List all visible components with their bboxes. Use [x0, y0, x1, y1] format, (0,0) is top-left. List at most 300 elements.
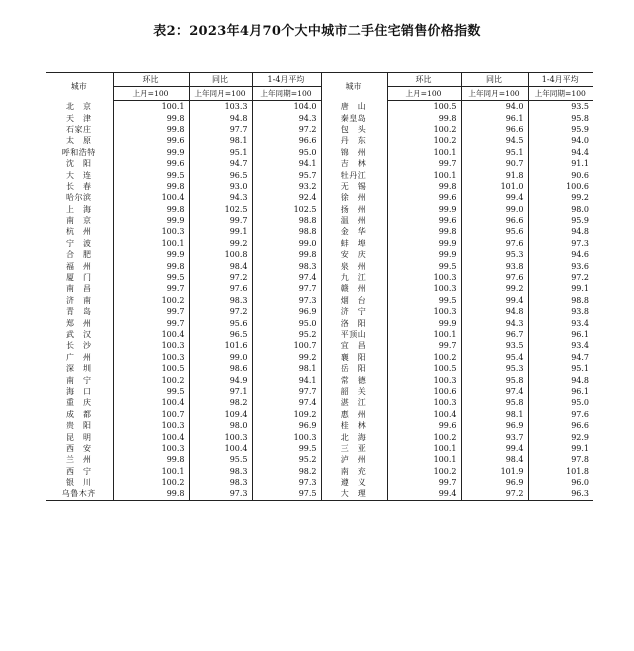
avg-value-left: 97.5: [252, 488, 321, 500]
mom-value-right: 100.2: [387, 466, 461, 477]
city-name-right: 湛 江: [321, 397, 387, 408]
mom-value-left: 99.6: [113, 135, 189, 146]
city-name-left: 银 川: [66, 478, 92, 488]
mom-value-right: 100.4: [387, 409, 461, 420]
table-row: [46, 238, 593, 249]
city-name-right: 宜 昌: [321, 340, 387, 351]
avg-value-left: 96.6: [252, 135, 321, 146]
city-name-right: 平顶山: [321, 329, 387, 340]
city-name-left: 乌鲁木齐: [46, 488, 113, 500]
city-name-right: 秦皇岛: [321, 112, 387, 123]
city-name-right: 唐 山: [321, 101, 387, 113]
avg-value-right: 94.8: [528, 226, 593, 237]
mom-value-left: 99.7: [113, 306, 189, 317]
table-body: [46, 101, 593, 501]
avg-value-right: 96.6: [528, 420, 593, 431]
mom-value-left: 99.5: [113, 386, 189, 397]
mom-value-right: 100.2: [387, 124, 461, 135]
avg-value-left: 98.8: [252, 215, 321, 226]
yoy-value-left: 95.5: [189, 454, 252, 465]
city-name-right: 徐 州: [321, 192, 387, 203]
yoy-value-right: 96.6: [461, 124, 528, 135]
col-header-avg-right: 1-4月平均: [528, 73, 593, 87]
mom-value-left: 99.9: [113, 147, 189, 158]
yoy-value-right: 95.8: [461, 397, 528, 408]
avg-value-left: 98.8: [252, 226, 321, 237]
mom-value-right: 100.1: [387, 443, 461, 454]
mom-value-right: 99.4: [387, 488, 461, 500]
avg-value-right: 92.9: [528, 431, 593, 442]
city-name-left: 南 宁: [66, 375, 92, 385]
avg-value-left: 99.0: [252, 238, 321, 249]
city-name-left: 天 津: [66, 113, 92, 123]
table-row: [46, 192, 593, 203]
mom-value-right: 99.9: [387, 317, 461, 328]
mom-value-right: 100.1: [387, 169, 461, 180]
yoy-value-right: 95.6: [461, 226, 528, 237]
mom-value-left: 99.8: [113, 454, 189, 465]
yoy-value-left: 98.2: [189, 397, 252, 408]
avg-value-right: 96.1: [528, 386, 593, 397]
yoy-value-left: 99.7: [189, 215, 252, 226]
mom-value-right: 100.3: [387, 374, 461, 385]
yoy-value-left: 97.2: [189, 306, 252, 317]
yoy-value-left: 96.5: [189, 169, 252, 180]
avg-value-left: 98.2: [252, 466, 321, 477]
avg-value-right: 93.5: [528, 101, 593, 113]
city-name-left: 兰 州: [66, 455, 92, 465]
table-row: [46, 147, 593, 158]
city-name-left: 贵 阳: [66, 421, 92, 431]
mom-value-right: 100.2: [387, 135, 461, 146]
mom-value-right: 100.3: [387, 397, 461, 408]
table-row: [46, 306, 593, 317]
mom-value-right: 100.5: [387, 363, 461, 374]
mom-value-left: 100.1: [113, 466, 189, 477]
avg-value-right: 96.0: [528, 477, 593, 488]
mom-value-left: 99.9: [113, 215, 189, 226]
table-row: [46, 260, 593, 271]
table-row: [46, 124, 593, 135]
mom-value-left: 100.3: [113, 340, 189, 351]
table-row: [46, 443, 593, 454]
avg-value-left: 99.8: [252, 249, 321, 260]
mom-value-left: 99.8: [113, 112, 189, 123]
mom-value-right: 100.3: [387, 283, 461, 294]
yoy-value-left: 101.6: [189, 340, 252, 351]
city-name-left: 上 海: [66, 204, 92, 214]
yoy-value-right: 95.8: [461, 374, 528, 385]
city-name-right: 襄 阳: [321, 352, 387, 363]
city-name-right: 九 江: [321, 272, 387, 283]
yoy-value-left: 98.6: [189, 363, 252, 374]
city-name-right: 蚌 埠: [321, 238, 387, 249]
table-row: [46, 135, 593, 146]
col-header-mom-left: 环比: [113, 73, 189, 87]
avg-value-left: 97.3: [252, 477, 321, 488]
city-name-left: 太 原: [66, 136, 92, 146]
avg-value-right: 100.6: [528, 181, 593, 192]
yoy-value-right: 97.2: [461, 488, 528, 500]
yoy-value-left: 97.3: [189, 488, 252, 500]
city-name-left: 哈尔滨: [66, 193, 92, 203]
city-name-right: 包 头: [321, 124, 387, 135]
yoy-value-left: 102.5: [189, 204, 252, 215]
mom-value-left: 100.2: [113, 295, 189, 306]
avg-value-left: 97.7: [252, 283, 321, 294]
table-row: [46, 112, 593, 123]
avg-value-right: 94.7: [528, 352, 593, 363]
table-row: [46, 249, 593, 260]
yoy-value-right: 90.7: [461, 158, 528, 169]
col-header-mom-right: 环比: [387, 73, 461, 87]
city-name-left: 北 京: [66, 101, 92, 111]
city-name-left: 广 州: [66, 352, 92, 362]
yoy-value-right: 96.9: [461, 420, 528, 431]
city-name-right: 锦 州: [321, 147, 387, 158]
city-name-right: 桂 林: [321, 420, 387, 431]
city-name-left: 厦 门: [66, 273, 92, 283]
avg-value-right: 91.1: [528, 158, 593, 169]
mom-value-left: 100.5: [113, 363, 189, 374]
avg-value-left: 100.7: [252, 340, 321, 351]
col-header-avg-left: 1-4月平均: [252, 73, 321, 87]
header-row-primary: [46, 73, 593, 87]
avg-value-right: 93.4: [528, 340, 593, 351]
yoy-value-left: 98.3: [189, 466, 252, 477]
yoy-value-right: 97.6: [461, 238, 528, 249]
avg-value-left: 102.5: [252, 204, 321, 215]
mom-value-left: 100.1: [113, 101, 189, 113]
mom-value-right: 99.7: [387, 340, 461, 351]
avg-value-left: 95.2: [252, 329, 321, 340]
city-name-right: 安 庆: [321, 249, 387, 260]
yoy-value-left: 103.3: [189, 101, 252, 113]
avg-value-left: 97.2: [252, 124, 321, 135]
yoy-value-left: 98.0: [189, 420, 252, 431]
mom-value-left: 99.9: [113, 249, 189, 260]
yoy-value-right: 99.4: [461, 295, 528, 306]
avg-value-left: 94.1: [252, 158, 321, 169]
yoy-value-left: 98.4: [189, 260, 252, 271]
mom-value-right: 100.2: [387, 431, 461, 442]
mom-value-left: 100.3: [113, 226, 189, 237]
table-row: [46, 226, 593, 237]
city-name-right: 丹 东: [321, 135, 387, 146]
table-row: [46, 204, 593, 215]
mom-value-left: 100.1: [113, 238, 189, 249]
mom-value-left: 99.7: [113, 317, 189, 328]
city-name-right: 惠 州: [321, 409, 387, 420]
city-name-left: 南 京: [66, 216, 92, 226]
city-name-right: 温 州: [321, 215, 387, 226]
avg-value-left: 94.3: [252, 112, 321, 123]
avg-value-left: 94.1: [252, 374, 321, 385]
city-name-left: 南 昌: [66, 284, 92, 294]
yoy-value-right: 93.5: [461, 340, 528, 351]
yoy-value-left: 100.4: [189, 443, 252, 454]
yoy-value-left: 93.0: [189, 181, 252, 192]
mom-value-right: 99.6: [387, 192, 461, 203]
table-row: [46, 169, 593, 180]
city-name-right: 洛 阳: [321, 317, 387, 328]
mom-value-left: 100.4: [113, 192, 189, 203]
city-name-left: 海 口: [66, 386, 92, 396]
col-base-mom-left: 上月=100: [113, 87, 189, 101]
city-name-left: 呼和浩特: [61, 147, 96, 157]
mom-value-left: 100.7: [113, 409, 189, 420]
mom-value-right: 99.9: [387, 238, 461, 249]
yoy-value-left: 94.7: [189, 158, 252, 169]
yoy-value-left: 95.1: [189, 147, 252, 158]
mom-value-left: 99.8: [113, 124, 189, 135]
avg-value-right: 98.0: [528, 204, 593, 215]
avg-value-right: 93.6: [528, 260, 593, 271]
mom-value-right: 100.5: [387, 101, 461, 113]
mom-value-left: 100.3: [113, 420, 189, 431]
avg-value-right: 90.6: [528, 169, 593, 180]
avg-value-left: 98.3: [252, 260, 321, 271]
avg-value-left: 109.2: [252, 409, 321, 420]
avg-value-right: 97.2: [528, 272, 593, 283]
city-name-left: 昆 明: [66, 432, 92, 442]
avg-value-right: 95.9: [528, 215, 593, 226]
mom-value-right: 99.6: [387, 420, 461, 431]
mom-value-left: 100.4: [113, 397, 189, 408]
city-name-left: 福 州: [66, 261, 92, 271]
avg-value-right: 95.1: [528, 363, 593, 374]
table-row: [46, 466, 593, 477]
city-name-left: 合 肥: [66, 250, 92, 260]
table-row: [46, 329, 593, 340]
city-name-left: 郑 州: [66, 318, 92, 328]
city-name-right: 岳 阳: [321, 363, 387, 374]
city-name-right: 无 锡: [321, 181, 387, 192]
city-name-right: 大 理: [321, 488, 387, 500]
yoy-value-left: 94.3: [189, 192, 252, 203]
city-name-right: 北 海: [321, 431, 387, 442]
yoy-value-right: 99.4: [461, 443, 528, 454]
mom-value-left: 99.5: [113, 169, 189, 180]
table-row: [46, 352, 593, 363]
yoy-value-left: 97.6: [189, 283, 252, 294]
city-name-left: 石家庄: [66, 124, 92, 134]
city-name-left: 青 岛: [66, 307, 92, 317]
avg-value-left: 98.1: [252, 363, 321, 374]
table-row: [46, 317, 593, 328]
mom-value-right: 100.3: [387, 272, 461, 283]
city-name-right: 金 华: [321, 226, 387, 237]
col-header-city-left: 城市: [46, 73, 113, 101]
yoy-value-right: 98.1: [461, 409, 528, 420]
yoy-value-right: 96.7: [461, 329, 528, 340]
table-row: [46, 272, 593, 283]
city-name-right: 济 宁: [321, 306, 387, 317]
mom-value-left: 99.8: [113, 488, 189, 500]
yoy-value-left: 99.1: [189, 226, 252, 237]
yoy-value-right: 94.5: [461, 135, 528, 146]
mom-value-right: 99.9: [387, 249, 461, 260]
col-header-city-right: 城市: [321, 73, 387, 101]
mom-value-right: 99.9: [387, 204, 461, 215]
yoy-value-right: 101.9: [461, 466, 528, 477]
mom-value-right: 100.1: [387, 454, 461, 465]
price-index-table: [46, 72, 593, 501]
table-row: [46, 181, 593, 192]
city-name-left: 西 安: [66, 443, 92, 453]
yoy-value-right: 96.6: [461, 215, 528, 226]
city-name-left: 杭 州: [66, 227, 92, 237]
yoy-value-left: 97.7: [189, 124, 252, 135]
yoy-value-right: 99.0: [461, 204, 528, 215]
avg-value-left: 92.4: [252, 192, 321, 203]
mom-value-left: 99.8: [113, 260, 189, 271]
avg-value-left: 104.0: [252, 101, 321, 113]
yoy-value-right: 96.9: [461, 477, 528, 488]
yoy-value-right: 99.4: [461, 192, 528, 203]
col-base-yoy-right: 上年同月=100: [461, 87, 528, 101]
city-name-right: 泉 州: [321, 260, 387, 271]
avg-value-left: 97.4: [252, 397, 321, 408]
yoy-value-right: 94.0: [461, 101, 528, 113]
page-title: 表2：2023年4月70个大中城市二手住宅销售价格指数: [153, 24, 481, 39]
col-base-avg-right: 上年同期=100: [528, 87, 593, 101]
mom-value-left: 99.8: [113, 181, 189, 192]
yoy-value-right: 99.2: [461, 283, 528, 294]
avg-value-left: 95.2: [252, 454, 321, 465]
avg-value-right: 101.8: [528, 466, 593, 477]
avg-value-left: 97.3: [252, 295, 321, 306]
mom-value-right: 99.5: [387, 260, 461, 271]
yoy-value-left: 95.6: [189, 317, 252, 328]
yoy-value-right: 93.7: [461, 431, 528, 442]
header-row-base: [46, 87, 593, 101]
city-name-right: 常 德: [321, 374, 387, 385]
avg-value-right: 95.9: [528, 124, 593, 135]
yoy-value-left: 109.4: [189, 409, 252, 420]
mom-value-right: 99.7: [387, 477, 461, 488]
mom-value-right: 100.2: [387, 352, 461, 363]
avg-value-right: 97.6: [528, 409, 593, 420]
city-name-left: 济 南: [66, 295, 92, 305]
avg-value-right: 93.4: [528, 317, 593, 328]
table-row: [46, 420, 593, 431]
mom-value-left: 100.3: [113, 352, 189, 363]
yoy-value-left: 96.5: [189, 329, 252, 340]
avg-value-left: 95.0: [252, 317, 321, 328]
city-name-right: 遵 义: [321, 477, 387, 488]
mom-value-left: 100.4: [113, 431, 189, 442]
col-header-yoy-right: 同比: [461, 73, 528, 87]
avg-value-right: 99.1: [528, 443, 593, 454]
city-name-right: 赣 州: [321, 283, 387, 294]
mom-value-right: 99.5: [387, 295, 461, 306]
table-row: [46, 374, 593, 385]
avg-value-left: 93.2: [252, 181, 321, 192]
mom-value-left: 99.6: [113, 158, 189, 169]
yoy-value-right: 94.3: [461, 317, 528, 328]
table-row: [46, 295, 593, 306]
table-row: [46, 283, 593, 294]
city-name-right: 吉 林: [321, 158, 387, 169]
table-row: [46, 397, 593, 408]
city-name-right: 南 充: [321, 466, 387, 477]
city-name-right: 泸 州: [321, 454, 387, 465]
city-name-right: 扬 州: [321, 204, 387, 215]
table-row: [46, 488, 593, 500]
mom-value-right: 100.6: [387, 386, 461, 397]
yoy-value-left: 98.3: [189, 477, 252, 488]
avg-value-right: 95.0: [528, 397, 593, 408]
mom-value-right: 99.8: [387, 112, 461, 123]
avg-value-right: 97.3: [528, 238, 593, 249]
yoy-value-right: 94.8: [461, 306, 528, 317]
city-name-left: 沈 阳: [66, 159, 92, 169]
mom-value-left: 100.2: [113, 477, 189, 488]
yoy-value-left: 99.2: [189, 238, 252, 249]
avg-value-left: 96.9: [252, 420, 321, 431]
city-name-left: 武 汉: [66, 330, 92, 339]
mom-value-left: 100.2: [113, 374, 189, 385]
mom-value-left: 99.5: [113, 272, 189, 283]
mom-value-right: 99.8: [387, 181, 461, 192]
city-name-left: 长 春: [66, 181, 92, 191]
mom-value-left: 99.8: [113, 204, 189, 215]
yoy-value-left: 97.1: [189, 386, 252, 397]
mom-value-left: 100.3: [113, 443, 189, 454]
mom-value-left: 99.7: [113, 283, 189, 294]
city-name-left: 长 沙: [66, 341, 92, 351]
city-name-right: 烟 台: [321, 295, 387, 306]
avg-value-right: 97.8: [528, 454, 593, 465]
table-row: [46, 477, 593, 488]
yoy-value-right: 95.1: [461, 147, 528, 158]
city-name-right: 牡丹江: [321, 169, 387, 180]
avg-value-left: 99.5: [252, 443, 321, 454]
col-base-mom-right: 上月=100: [387, 87, 461, 101]
mom-value-right: 100.3: [387, 306, 461, 317]
avg-value-right: 94.6: [528, 249, 593, 260]
city-name-right: 韶 关: [321, 386, 387, 397]
yoy-value-right: 98.4: [461, 454, 528, 465]
yoy-value-left: 98.1: [189, 135, 252, 146]
mom-value-right: 99.7: [387, 158, 461, 169]
yoy-value-right: 91.8: [461, 169, 528, 180]
city-name-right: 三 亚: [321, 443, 387, 454]
avg-value-right: 94.4: [528, 147, 593, 158]
yoy-value-right: 95.3: [461, 363, 528, 374]
table-row: [46, 215, 593, 226]
yoy-value-right: 95.4: [461, 352, 528, 363]
avg-value-right: 93.8: [528, 306, 593, 317]
table-row: [46, 386, 593, 397]
city-name-left: 西 宁: [66, 466, 92, 476]
avg-value-right: 99.2: [528, 192, 593, 203]
city-name-left: 深 圳: [66, 364, 92, 374]
yoy-value-right: 95.3: [461, 249, 528, 260]
avg-value-left: 96.9: [252, 306, 321, 317]
yoy-value-left: 100.8: [189, 249, 252, 260]
avg-value-right: 94.0: [528, 135, 593, 146]
table-row: [46, 340, 593, 351]
avg-value-right: 95.8: [528, 112, 593, 123]
yoy-value-left: 97.2: [189, 272, 252, 283]
yoy-value-right: 101.0: [461, 181, 528, 192]
mom-value-right: 100.1: [387, 329, 461, 340]
col-header-yoy-left: 同比: [189, 73, 252, 87]
avg-value-left: 95.7: [252, 169, 321, 180]
avg-value-left: 97.7: [252, 386, 321, 397]
